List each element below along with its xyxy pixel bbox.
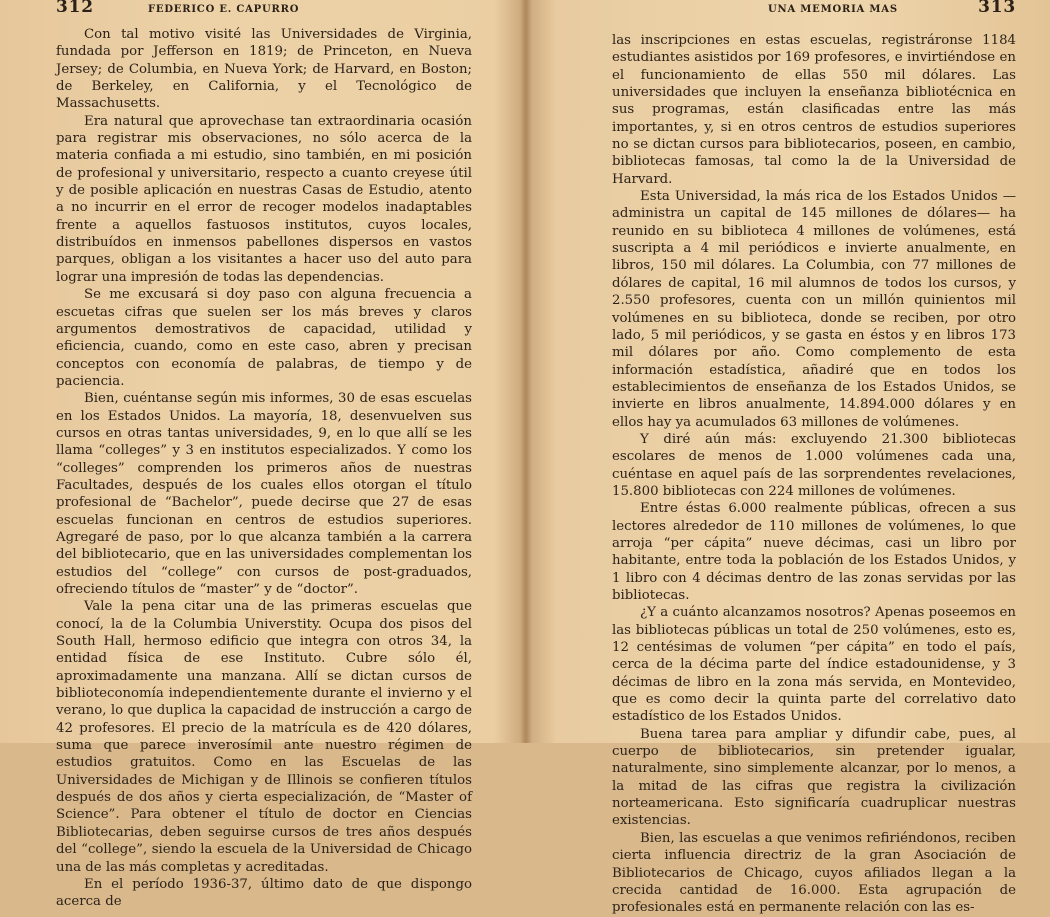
running-head: UNA MEMORIA MAS <box>768 4 898 15</box>
paragraph: las inscripciones en estas escuelas, registráronse 1184 estudiantes asistidos por 169 profesores, e invirtiéndose en el funcionamiento de ellas 550 mil dólares. Las universidades que incluyen la enseñanza bibliotécnica en sus programas, están clasificadas entre las más importantes, y, si en otros centros de estudios superiores no se dictan cursos para bibliotecarios, poseen, en cambio, bibliotecas famosas, tal como la de la Universidad de Harvard. <box>612 33 1016 187</box>
paragraph: Entre éstas 6.000 realmente públicas, ofrecen a sus lectores alrededor de 110 millones de volúmenes, lo que arroja “per cápita” nueve décimas, casi un libro por habitante, entre toda la población de los Estados Unidos, y 1 libro con 4 décimas dentro de las zonas servidas por las bibliotecas. <box>612 501 1016 603</box>
paragraph: Se me excusará si doy paso con alguna frecuencia a escuetas cifras que suelen ser los más breves y claros argumentos demostrativos de capacidad, utilidad y eficiencia, cuando, como en este caso, abren y precisan conceptos con economía de palabras, de tiempo y de paciencia. <box>56 287 472 389</box>
right-page-header <box>612 0 1016 20</box>
right-page-body <box>612 32 1016 917</box>
paragraph: Buena tarea para ampliar y difundir cabe, pues, al cuerpo de bibliotecarios, sin pretender igualar, naturalmente, sino simplemente alcanzar, por lo menos, a la mitad de las cifras que registra la civilización norteamericana. Esto significaría cuadruplicar nuestras existencias. <box>612 726 1016 829</box>
book-gutter <box>520 0 532 743</box>
page-number: 312 <box>56 0 94 17</box>
right-page <box>612 0 1016 916</box>
paragraph: Era natural que aprovechase tan extraordinaria ocasión para registrar mis observaciones, no sólo acerca de la materia confiada a mi estudio, sino también, en mi posición de profesional y universitario, respecto a cuanto creyese útil y de posible aplicación en nuestras Casas de Estudio, atento a no incurrir en el error de recoger modelos inadaptables frente a aquellos fastuosos institutos, cuyos locales, distribuídos en inmensos pabellones dispersos en vastos parques, obligan a los visitantes a hacer uso del auto para lograr una impresión de todas las dependencias. <box>56 113 472 285</box>
paragraph: Esta Universidad, la más rica de los Estados Unidos —administra un capital de 145 millones de dólares— ha reunido en su biblioteca 4 millones de volúmenes, está suscripta a 4 mil periódicos e invierte anualmente, en libros, 150 mil dólares. La Columbia, con 77 millones de dólares de capital, 16 mil alumnos de todos los cursos, y 2.550 profesores, cuenta con un millón quinientos mil volúmenes en su biblioteca, donde se reciben, por otro lado, 5 mil periódicos, y se gasta en éstos y en libros 173 mil dólares por año. Como complemento de esta información estadística, añadiré que en todos los establecimientos de enseñanza de los Estados Unidos, se invierte en libros anualmente, 14.894.000 dólares y en ellos hay ya acumulados 63 millones de volúmenes. <box>612 189 1016 430</box>
paragraph: ¿Y a cuánto alcanzamos nosotros? Apenas poseemos en las bibliotecas públicas un total de 250 volúmenes, esto es, 12 centésimas de volumen “per cápita” en todo el país, cerca de la décima parte del índice estadounidense, y 3 décimas de libro en la zona más servida, en Montevideo, que es como decir la quinta parte del correlativo dato estadístico de los Estados Unidos. <box>612 605 1016 725</box>
left-page <box>56 0 472 910</box>
paragraph: Con tal motivo visité las Universidades de Virginia, fundada por Jefferson en 1819; de Princeton, en Nueva Jersey; de Columbia, en Nueva York; de Harvard, en Boston; de Berkeley, en California, y el Tecnológico de Massachusetts. <box>56 27 472 112</box>
paragraph: En el período 1936-37, último dato de que dispongo acerca de <box>56 876 472 910</box>
left-page-header <box>56 0 472 20</box>
paragraph: Y diré aún más: excluyendo 21.300 bibliotecas escolares de menos de 1.000 volúmenes cada una, cuéntase en aquel país de las sorprendentes revelaciones, 15.800 bibliotecas con 224 millones de volúmenes. <box>612 431 1016 499</box>
paragraph: Bien, cuéntanse según mis informes, 30 de esas escuelas en los Estados Unidos. La mayoría, 18, desenvuelven sus cursos en otras tantas universidades, 9, en lo que allí se les llama “colleges” y 3 en institutos especializados. Y como los “colleges” comprenden los primeros años de nuestras Facultades, después de los cuales ellos otorgan el título profesional de “Bachelor”, puede decirse que 27 de esas escuelas funcionan en centros de estudios superiores. Agregaré de paso, por lo que alcanza también a la carrera del bibliotecario, que en las universidades complementan los estudios del “college” con cursos de post-graduados, ofreciendo títulos de “master” y de “doctor”. <box>56 391 472 597</box>
running-head: FEDERICO E. CAPURRO <box>148 4 300 15</box>
left-page-body <box>56 26 472 911</box>
paragraph: Vale la pena citar una de las primeras escuelas que conocí, la de la Columbia Universtity. Ocupa dos pisos del South Hall, hermoso edificio que integra con otros 34, la entidad física de ese Instituto. Cubre sólo él, aproximadamente una manzana. Allí se dictan cursos de biblioteconomía independientemente durante el invierno y el verano, lo que duplica la capacidad de instrucción a cargo de 42 profesores. El precio de la matrícula es de 420 dólares, suma que parece inverosímil ante nuestro régimen de estudios gratuitos. Como en las Escuelas de las Universidades de Michigan y de Illinois se confieren títulos después de dos años y cierta especialización, de “Master of Science”. Para obtener el título de doctor en Ciencias Bibliotecarias, deben seguirse cursos de tres años después del “college”, siendo la escuela de la Universidad de Chicago una de las más completas y acreditadas. <box>56 599 472 875</box>
paragraph: Bien, las escuelas a que venimos refiriéndonos, reciben cierta influencia directriz de la gran Asociación de Bibliotecarios de Chicago, cuyos afiliados llegan a la crecida cantidad de 16.000. Esta agrupación de profesionales está en permanente relación con las es- <box>612 830 1016 916</box>
page-number: 313 <box>978 0 1016 17</box>
